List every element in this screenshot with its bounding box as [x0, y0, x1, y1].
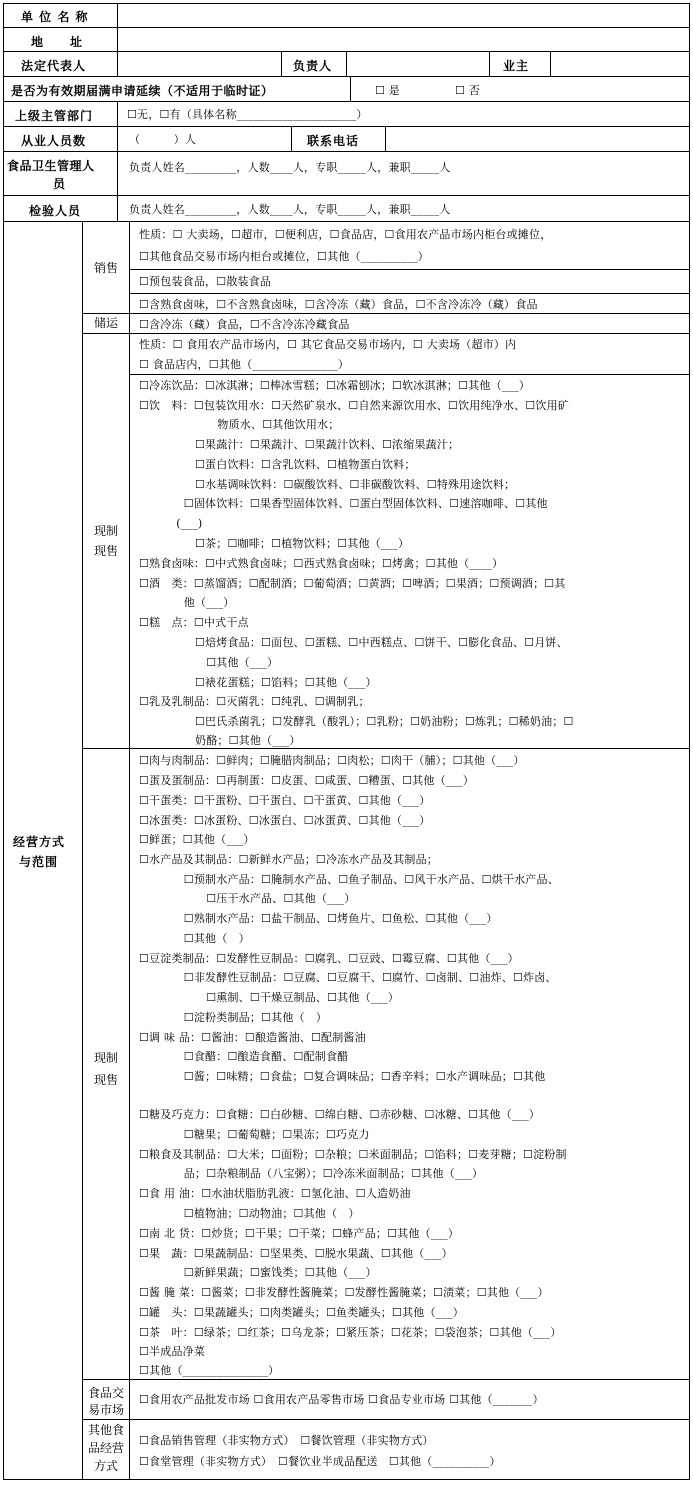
rule: [3, 221, 690, 222]
made-a-line[interactable]: ☐固体饮料：☐果香型固体饮料、☐蛋白型固体饮料、☐速溶咖啡、☐其他: [139, 497, 548, 510]
sales-line[interactable]: ☐其他食品交易市场内柜台或摊位，☐其他（__________）: [139, 250, 429, 263]
scope-label-2: 与范围: [19, 855, 59, 869]
made-b-line[interactable]: ☐食 用 油：☐水油状脂肪乳液：☐氢化油、☐人造奶油: [139, 1187, 411, 1200]
made-b-line[interactable]: ☐豆淀类制品：☐发酵性豆制品：☐腐乳、☐豆豉、☐霉豆腐、☐其他（___）: [139, 952, 519, 965]
person-in-charge-label: 负责人: [293, 59, 333, 73]
inspector-details[interactable]: 负责人姓名_________，人数____人，专职_____人，兼职_____人: [129, 203, 451, 216]
other-line[interactable]: ☐食堂管理（非实物方式） ☐餐饮业半成品配送 ☐其他（__________）: [139, 1455, 501, 1468]
made-b-line[interactable]: ☐压干水产品、☐其他（___）: [139, 892, 356, 905]
rule: [550, 51, 551, 76]
made-a-line[interactable]: 奶酪；☐其他（___）: [139, 734, 301, 747]
made-a-line[interactable]: ☐酒 类：☐蒸馏酒；☐配制酒；☐葡萄酒；☐黄酒；☐啤酒；☐果酒；☐预调酒；☐其: [139, 577, 566, 590]
market-label-2: 易市场: [87, 1403, 124, 1417]
rule: [689, 3, 690, 1480]
made-b-line[interactable]: ☐食醋：☐酿造食醋、☐配制食醋: [139, 1050, 349, 1063]
inspector-label: 检验人员: [29, 204, 82, 218]
made-a-line[interactable]: (___): [139, 517, 203, 530]
unit-name-label: 单 位 名 称: [21, 10, 89, 24]
rule: [489, 51, 490, 76]
made-b-line[interactable]: ☐其他（ ）: [139, 932, 250, 945]
made-a-line[interactable]: ☐冷冻饮品：☐冰淇淋；☐棒冰雪糕；☐冰霜刨冰；☐软冰淇淋；☐其他（___）: [139, 379, 531, 392]
rule: [117, 101, 118, 221]
made-b-line[interactable]: ☐半成品净菜: [139, 1345, 206, 1358]
made-a-line[interactable]: 性质：☐ 食用农产品市场内，☐ 其它食品交易市场内，☐ 大卖场（超市）内: [139, 338, 517, 351]
staff-count-value[interactable]: （ ）人: [129, 133, 197, 146]
made-label-a2: 现售: [93, 544, 118, 558]
rule: [281, 51, 282, 76]
made-b-line[interactable]: ☐茶 叶：☐绿茶；☐红茶；☐乌龙茶；☐紧压茶；☐花茶；☐袋泡茶；☐其他（___）: [139, 1326, 562, 1339]
hygiene-label-1: 食品卫生管理人: [7, 159, 95, 173]
sales-label: 销售: [93, 261, 118, 275]
rule: [291, 126, 292, 151]
rule: [3, 3, 4, 1480]
made-a-line[interactable]: ☐饮 料：☐包装饮用水：☐天然矿泉水、☐自然来源饮用水、☐饮用纯净水、☐饮用矿: [139, 399, 569, 412]
extension-no-checkbox[interactable]: ☐ 否: [455, 84, 480, 97]
made-a-line[interactable]: ☐巴氏杀菌乳；☐发酵乳（酸乳）；☐乳粉；☐奶油粉；☐炼乳；☐稀奶油；☐: [139, 715, 574, 728]
rule: [117, 3, 118, 76]
legal-rep-label: 法定代表人: [21, 59, 87, 73]
made-a-line[interactable]: 他（___）: [139, 596, 235, 609]
made-b-line[interactable]: ☐熟制水产品：☐盐干制品、☐烤鱼片、☐鱼松、☐其他（___）: [139, 912, 498, 925]
rule: [346, 51, 347, 76]
rule: [3, 1479, 690, 1480]
made-a-line[interactable]: ☐蛋白饮料：☐含乳饮料、☐植物蛋白饮料；: [139, 458, 416, 471]
made-label-b2: 现售: [93, 1073, 118, 1087]
made-a-line[interactable]: ☐ 食品店内，☐其他（_______________）: [139, 358, 350, 371]
made-b-line[interactable]: ☐植物油；☐动物油；☐其他（ ）: [139, 1207, 360, 1220]
rule: [82, 1379, 690, 1380]
rule: [3, 27, 690, 28]
made-b-line[interactable]: ☐蛋及蛋制品：☐再制蛋：☐皮蛋、☐咸蛋、☐糟蛋、☐其他（___）: [139, 774, 475, 787]
extension-question: 是否为有效期届满申请延续（不适用于临时证）: [11, 84, 274, 98]
rule: [82, 313, 690, 314]
rule: [3, 126, 690, 127]
made-b-line[interactable]: ☐南 北 货：☐炒货；☐干果；☐干菜；☐蜂产品；☐其他（___）: [139, 1227, 460, 1240]
rule: [3, 151, 690, 152]
made-a-line[interactable]: ☐乳及乳制品：☐灭菌乳：☐纯乳、☐调制乳；: [139, 695, 370, 708]
scope-label-1: 经营方式: [13, 835, 66, 849]
made-b-line[interactable]: ☐水产品及其制品：☐新鲜水产品；☐冷冻水产品及其制品；: [139, 853, 438, 866]
owner-label: 业主: [503, 59, 530, 73]
made-a-line[interactable]: ☐水基调味饮料：☐碳酸饮料、☐非碳酸饮料、☐特殊用途饮料；: [139, 478, 516, 491]
rule: [129, 293, 690, 294]
sales-line[interactable]: 性质：☐ 大卖场，☐超市，☐便利店，☐食品店，☐食用农产品市场内柜台或摊位，: [139, 228, 552, 241]
made-a-line[interactable]: ☐焙烤食品：☐面包、☐蛋糕、☐中西糕点、☐饼干、☐膨化食品、☐月饼、: [139, 636, 568, 649]
market-line[interactable]: ☐食用农产品批发市场 ☐食用农产品零售市场 ☐食品专业市场 ☐其他（_______）: [139, 1393, 544, 1406]
made-b-line[interactable]: ☐鲜蛋；☐其他（___）: [139, 833, 255, 846]
other-label-1: 其他食: [87, 1423, 124, 1437]
rule: [3, 101, 690, 102]
phone-label: 联系电话: [307, 134, 360, 148]
rule: [129, 221, 130, 1480]
sales-line[interactable]: ☐预包装食品，☐散装食品: [139, 275, 272, 288]
rule: [82, 333, 690, 334]
rule: [82, 1419, 690, 1420]
rule: [82, 221, 83, 1480]
made-a-line[interactable]: 物质水、☐其他饮用水；: [139, 418, 340, 431]
made-b-line[interactable]: ☐酱；☐味精；☐食盐；☐复合调味品；☐香辛料；☐水产调味品；☐其他: [139, 1070, 546, 1083]
made-b-line[interactable]: ☐非发酵性豆制品：☐豆腐、☐豆腐干、☐腐竹、☐卤制、☐油炸、☐炸卤、: [139, 971, 557, 984]
made-b-line[interactable]: ☐粮食及其制品：☐大米；☐面粉；☐杂粮；☐米面制品；☐馅料；☐麦芽糖；☐淀粉制: [139, 1148, 567, 1161]
made-b-line[interactable]: ☐干蛋类：☐干蛋粉、☐干蛋白、☐干蛋黄、☐其他（___）: [139, 794, 431, 807]
made-a-line[interactable]: ☐糕 点：☐中式干点: [139, 616, 249, 629]
rule: [129, 269, 690, 270]
made-b-line[interactable]: ☐果 蔬：☐果蔬制品：☐坚果类、☐脱水果蔬、☐其他（___）: [139, 1247, 453, 1260]
rule: [3, 76, 690, 77]
address-label: 地 址: [31, 35, 84, 49]
other-label-2: 品经营: [87, 1441, 124, 1455]
made-b-line[interactable]: ☐淀粉类制品；☐其他（ ）: [139, 1011, 328, 1024]
made-b-line[interactable]: 品；☐杂粮制品（八宝粥）；☐冷冻米面制品；☐其他（___）: [139, 1167, 484, 1180]
storage-line[interactable]: ☐含冷冻（藏）食品，☐不含冷冻冷藏食品: [139, 318, 350, 331]
rule: [350, 76, 351, 101]
other-label-3: 方式: [93, 1459, 118, 1473]
staff-count-label: 从业人员数: [21, 134, 87, 148]
made-a-line[interactable]: ☐茶；☐咖啡；☐植物饮料；☐其他（___）: [139, 537, 410, 550]
market-label-1: 食品交: [87, 1386, 124, 1400]
made-b-line[interactable]: ☐预制水产品：☐腌制水产品、☐鱼子制品、☐风干水产品、☐烘干水产品、: [139, 873, 559, 886]
made-label-a1: 现制: [93, 524, 118, 538]
made-b-line[interactable]: ☐其他（_______________）: [139, 1364, 280, 1377]
rule: [385, 126, 386, 151]
made-b-line[interactable]: ☐糖果；☐葡萄糖；☐果冻；☐巧克力: [139, 1128, 370, 1141]
made-b-line[interactable]: ☐冰蛋类：☐冰蛋粉、☐冰蛋白、☐冰蛋黄、☐其他（___）: [139, 814, 431, 827]
extension-yes-checkbox[interactable]: ☐ 是: [375, 84, 400, 97]
rule: [82, 748, 690, 749]
made-b-line[interactable]: ☐酱 腌 菜：☐酱菜；☐非发酵性酱腌菜；☐发酵性酱腌菜；☐渍菜；☐其他（___）: [139, 1286, 549, 1299]
made-b-line[interactable]: ☐熏制、☐干燥豆制品、☐其他（___）: [139, 991, 400, 1004]
made-a-line[interactable]: ☐熟食卤味：☐中式熟食卤味；☐西式熟食卤味；☐烤禽；☐其他（____）: [139, 557, 504, 570]
rule: [3, 195, 690, 196]
hygiene-details[interactable]: 负责人姓名_________，人数____人，专职_____人，兼职_____人: [129, 161, 451, 174]
superior-label: 上级主管部门: [15, 109, 94, 123]
other-line[interactable]: ☐食品销售管理（非实物方式） ☐餐饮管理（非实物方式）: [139, 1434, 434, 1447]
made-b-line[interactable]: ☐肉与肉制品：☐鲜肉；☐腌腊肉制品；☐肉松；☐肉干（脯）；☐其他（___）: [139, 754, 525, 767]
made-b-line[interactable]: ☐罐 头：☐果蔬罐头；☐肉类罐头；☐鱼类罐头；☐其他（___）: [139, 1306, 465, 1319]
made-a-line[interactable]: ☐裱花蛋糕；☐馅料；☐其他（___）: [139, 676, 377, 689]
superior-options[interactable]: ☐无，☐有（具体名称_____________________）: [127, 108, 368, 121]
made-a-line[interactable]: ☐其他（___）: [139, 656, 279, 669]
made-label-b1: 现制: [93, 1051, 118, 1065]
storage-label: 储运: [93, 316, 118, 330]
made-b-line[interactable]: ☐糖及巧克力：☐食糖：☐白砂糖、☐绵白糖、☐赤砂糖、☐冰糖、☐其他（___）: [139, 1108, 541, 1121]
made-b-line[interactable]: ☐调 味 品：☐酱油：☐酿造酱油、☐配制酱油: [139, 1031, 366, 1044]
hygiene-label-2: 员: [53, 177, 67, 191]
made-a-line[interactable]: ☐果蔬汁：☐果蔬汁、☐果蔬汁饮料、☐浓缩果蔬汁；: [139, 438, 460, 451]
rule: [129, 374, 690, 375]
rule: [3, 3, 690, 4]
made-b-line[interactable]: ☐新鲜果蔬；☐蜜饯类；☐其他（___）: [139, 1266, 377, 1279]
license-form: [3, 3, 690, 1480]
sales-line[interactable]: ☐含熟食卤味，☐不含熟食卤味，☐含冷冻（藏）食品，☐不含冷冻冷（藏）食品: [139, 298, 538, 311]
